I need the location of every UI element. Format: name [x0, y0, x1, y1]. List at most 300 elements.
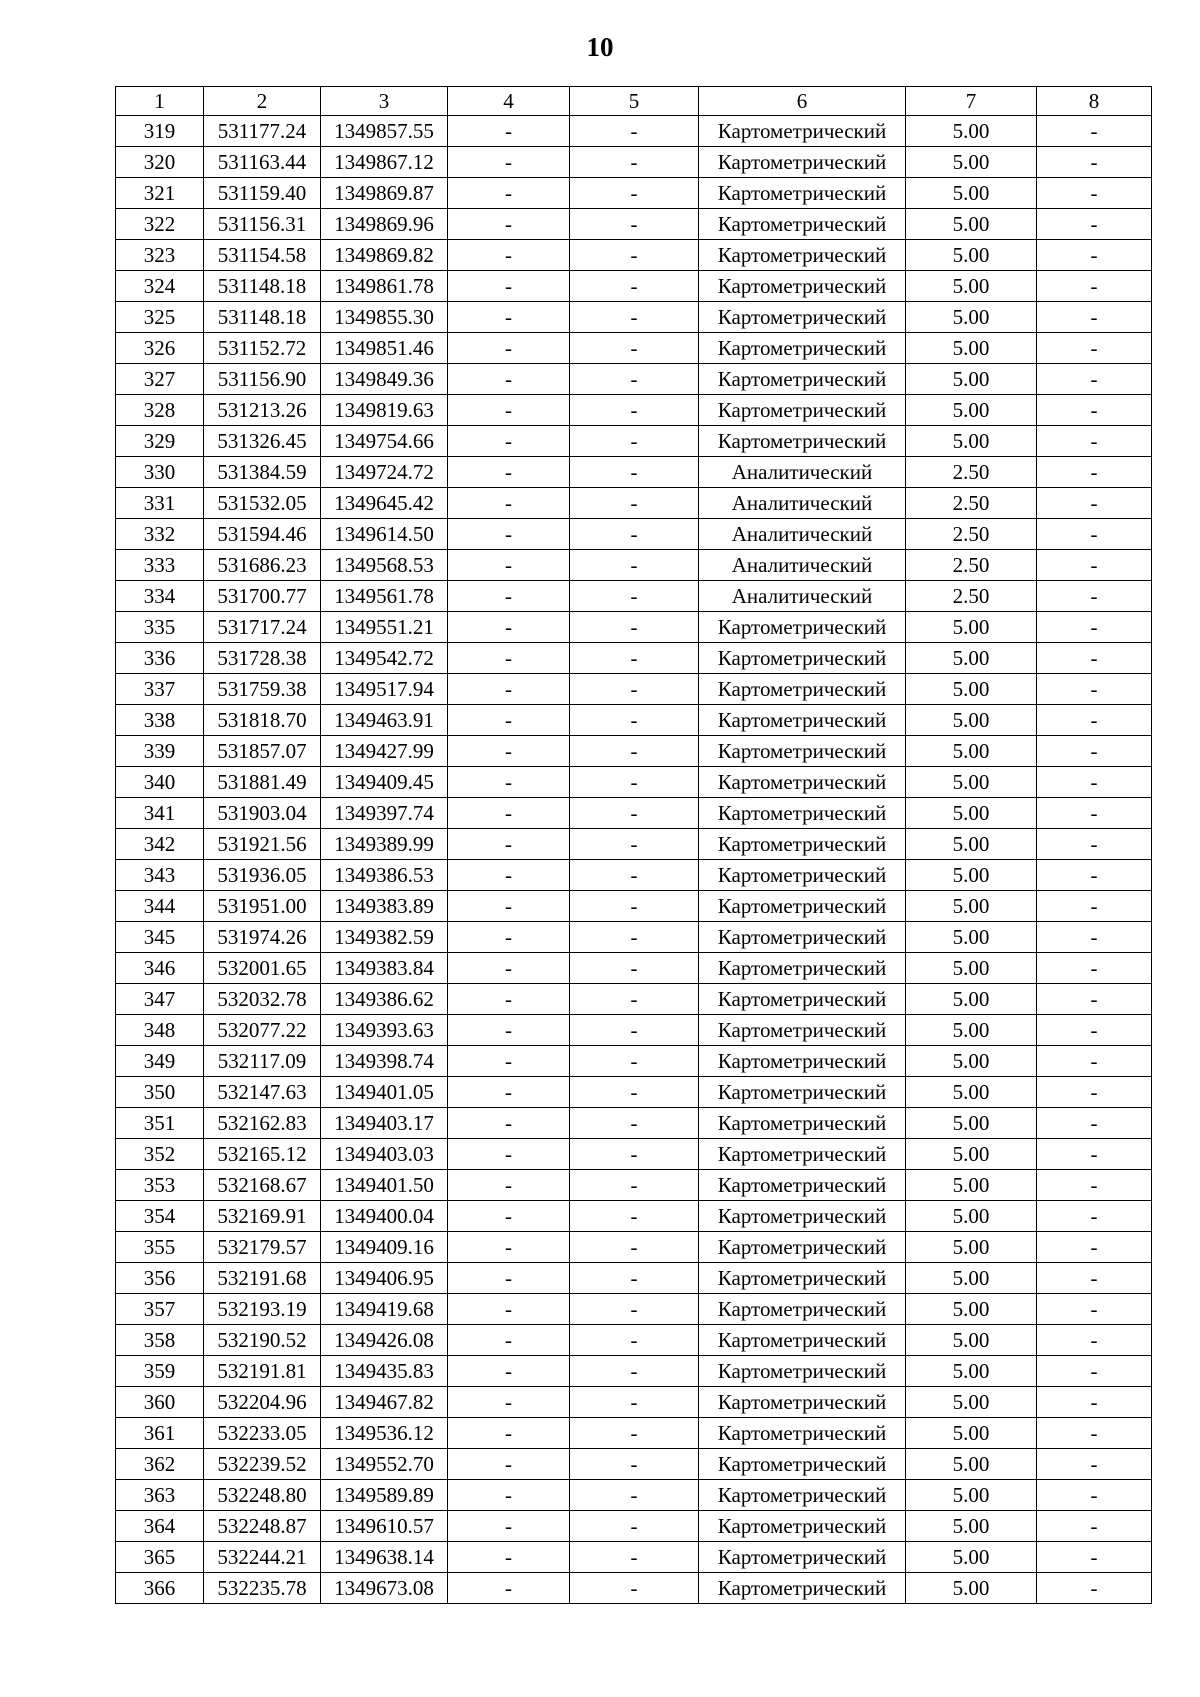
accuracy-cell: 5.00 — [906, 1511, 1037, 1542]
column-4-cell: - — [448, 1573, 570, 1604]
column-4-cell: - — [448, 1356, 570, 1387]
accuracy-cell: 5.00 — [906, 1294, 1037, 1325]
column-5-cell: - — [570, 1046, 699, 1077]
column-8-cell: - — [1037, 798, 1152, 829]
x-coordinate-cell: 532077.22 — [204, 1015, 321, 1046]
method-cell: Картометрический — [699, 1573, 906, 1604]
accuracy-cell: 5.00 — [906, 612, 1037, 643]
column-5-cell: - — [570, 1325, 699, 1356]
column-5-cell: - — [570, 1139, 699, 1170]
column-5-cell: - — [570, 581, 699, 612]
column-8-cell: - — [1037, 1015, 1152, 1046]
column-8-cell: - — [1037, 891, 1152, 922]
accuracy-cell: 5.00 — [906, 798, 1037, 829]
table-row — [116, 1015, 1152, 1046]
column-5-cell: - — [570, 1232, 699, 1263]
column-4-cell: - — [448, 395, 570, 426]
column-8-cell: - — [1037, 1170, 1152, 1201]
column-8-cell: - — [1037, 364, 1152, 395]
column-header: 4 — [448, 87, 570, 116]
method-cell: Картометрический — [699, 395, 906, 426]
column-5-cell: - — [570, 643, 699, 674]
table-row — [116, 1232, 1152, 1263]
table-row — [116, 395, 1152, 426]
column-4-cell: - — [448, 488, 570, 519]
y-coordinate-cell: 1349638.14 — [321, 1542, 448, 1573]
point-number-cell: 326 — [116, 333, 204, 364]
point-number-cell: 333 — [116, 550, 204, 581]
table-row — [116, 550, 1152, 581]
method-cell: Картометрический — [699, 612, 906, 643]
column-4-cell: - — [448, 1201, 570, 1232]
point-number-cell: 342 — [116, 829, 204, 860]
table-row — [116, 1201, 1152, 1232]
x-coordinate-cell: 532162.83 — [204, 1108, 321, 1139]
x-coordinate-cell: 532001.65 — [204, 953, 321, 984]
accuracy-cell: 5.00 — [906, 395, 1037, 426]
point-number-cell: 365 — [116, 1542, 204, 1573]
column-4-cell: - — [448, 860, 570, 891]
table-row — [116, 1108, 1152, 1139]
point-number-cell: 350 — [116, 1077, 204, 1108]
y-coordinate-cell: 1349389.99 — [321, 829, 448, 860]
column-8-cell: - — [1037, 550, 1152, 581]
point-number-cell: 320 — [116, 147, 204, 178]
x-coordinate-cell: 531686.23 — [204, 550, 321, 581]
method-cell: Картометрический — [699, 736, 906, 767]
column-8-cell: - — [1037, 116, 1152, 147]
column-8-cell: - — [1037, 1325, 1152, 1356]
table-row — [116, 457, 1152, 488]
y-coordinate-cell: 1349435.83 — [321, 1356, 448, 1387]
point-number-cell: 319 — [116, 116, 204, 147]
accuracy-cell: 2.50 — [906, 488, 1037, 519]
table-row — [116, 240, 1152, 271]
column-8-cell: - — [1037, 302, 1152, 333]
point-number-cell: 346 — [116, 953, 204, 984]
method-cell: Картометрический — [699, 1542, 906, 1573]
method-cell: Аналитический — [699, 581, 906, 612]
accuracy-cell: 5.00 — [906, 116, 1037, 147]
x-coordinate-cell: 532168.67 — [204, 1170, 321, 1201]
method-cell: Картометрический — [699, 674, 906, 705]
column-5-cell: - — [570, 1077, 699, 1108]
method-cell: Аналитический — [699, 550, 906, 581]
column-8-cell: - — [1037, 736, 1152, 767]
table-body — [116, 116, 1152, 1604]
column-4-cell: - — [448, 767, 570, 798]
method-cell: Картометрический — [699, 1232, 906, 1263]
method-cell: Картометрический — [699, 1139, 906, 1170]
column-4-cell: - — [448, 581, 570, 612]
accuracy-cell: 5.00 — [906, 1542, 1037, 1573]
accuracy-cell: 5.00 — [906, 1108, 1037, 1139]
column-5-cell: - — [570, 1201, 699, 1232]
accuracy-cell: 2.50 — [906, 581, 1037, 612]
table-row — [116, 302, 1152, 333]
column-8-cell: - — [1037, 581, 1152, 612]
column-8-cell: - — [1037, 1108, 1152, 1139]
x-coordinate-cell: 531936.05 — [204, 860, 321, 891]
column-4-cell: - — [448, 705, 570, 736]
y-coordinate-cell: 1349386.53 — [321, 860, 448, 891]
method-cell: Картометрический — [699, 1015, 906, 1046]
method-cell: Картометрический — [699, 1325, 906, 1356]
column-8-cell: - — [1037, 922, 1152, 953]
column-4-cell: - — [448, 612, 570, 643]
point-number-cell: 321 — [116, 178, 204, 209]
accuracy-cell: 5.00 — [906, 1263, 1037, 1294]
method-cell: Картометрический — [699, 240, 906, 271]
column-5-cell: - — [570, 178, 699, 209]
table-row — [116, 1077, 1152, 1108]
accuracy-cell: 5.00 — [906, 891, 1037, 922]
x-coordinate-cell: 531728.38 — [204, 643, 321, 674]
x-coordinate-cell: 531213.26 — [204, 395, 321, 426]
y-coordinate-cell: 1349551.21 — [321, 612, 448, 643]
y-coordinate-cell: 1349386.62 — [321, 984, 448, 1015]
table-row — [116, 1511, 1152, 1542]
column-5-cell: - — [570, 1170, 699, 1201]
method-cell: Картометрический — [699, 798, 906, 829]
column-5-cell: - — [570, 1387, 699, 1418]
accuracy-cell: 5.00 — [906, 147, 1037, 178]
column-8-cell: - — [1037, 426, 1152, 457]
method-cell: Картометрический — [699, 209, 906, 240]
column-5-cell: - — [570, 1294, 699, 1325]
column-4-cell: - — [448, 209, 570, 240]
column-5-cell: - — [570, 1573, 699, 1604]
column-4-cell: - — [448, 922, 570, 953]
table-row — [116, 643, 1152, 674]
x-coordinate-cell: 531152.72 — [204, 333, 321, 364]
method-cell: Картометрический — [699, 860, 906, 891]
column-5-cell: - — [570, 984, 699, 1015]
method-cell: Картометрический — [699, 1077, 906, 1108]
column-4-cell: - — [448, 1170, 570, 1201]
method-cell: Картометрический — [699, 1356, 906, 1387]
column-4-cell: - — [448, 457, 570, 488]
point-number-cell: 358 — [116, 1325, 204, 1356]
table-row — [116, 519, 1152, 550]
y-coordinate-cell: 1349397.74 — [321, 798, 448, 829]
point-number-cell: 339 — [116, 736, 204, 767]
column-5-cell: - — [570, 674, 699, 705]
column-5-cell: - — [570, 240, 699, 271]
table-row — [116, 1263, 1152, 1294]
column-header: 2 — [204, 87, 321, 116]
column-5-cell: - — [570, 1511, 699, 1542]
accuracy-cell: 5.00 — [906, 1015, 1037, 1046]
table-row — [116, 736, 1152, 767]
column-4-cell: - — [448, 674, 570, 705]
column-5-cell: - — [570, 426, 699, 457]
accuracy-cell: 5.00 — [906, 1573, 1037, 1604]
coordinates-table — [115, 86, 1152, 1604]
column-header: 6 — [699, 87, 906, 116]
accuracy-cell: 5.00 — [906, 333, 1037, 364]
method-cell: Картометрический — [699, 364, 906, 395]
column-8-cell: - — [1037, 1046, 1152, 1077]
column-4-cell: - — [448, 1325, 570, 1356]
x-coordinate-cell: 532193.19 — [204, 1294, 321, 1325]
accuracy-cell: 5.00 — [906, 302, 1037, 333]
x-coordinate-cell: 532248.80 — [204, 1480, 321, 1511]
table-row — [116, 209, 1152, 240]
x-coordinate-cell: 531857.07 — [204, 736, 321, 767]
accuracy-cell: 5.00 — [906, 271, 1037, 302]
table-row — [116, 147, 1152, 178]
table-row — [116, 488, 1152, 519]
column-4-cell: - — [448, 1139, 570, 1170]
column-4-cell: - — [448, 271, 570, 302]
column-8-cell: - — [1037, 829, 1152, 860]
column-4-cell: - — [448, 1108, 570, 1139]
column-5-cell: - — [570, 1108, 699, 1139]
method-cell: Аналитический — [699, 519, 906, 550]
column-4-cell: - — [448, 891, 570, 922]
y-coordinate-cell: 1349403.03 — [321, 1139, 448, 1170]
point-number-cell: 343 — [116, 860, 204, 891]
table-row — [116, 1139, 1152, 1170]
column-8-cell: - — [1037, 1573, 1152, 1604]
x-coordinate-cell: 531148.18 — [204, 302, 321, 333]
x-coordinate-cell: 532191.68 — [204, 1263, 321, 1294]
x-coordinate-cell: 531154.58 — [204, 240, 321, 271]
column-header: 7 — [906, 87, 1037, 116]
column-8-cell: - — [1037, 488, 1152, 519]
y-coordinate-cell: 1349849.36 — [321, 364, 448, 395]
x-coordinate-cell: 532244.21 — [204, 1542, 321, 1573]
column-5-cell: - — [570, 457, 699, 488]
accuracy-cell: 5.00 — [906, 364, 1037, 395]
y-coordinate-cell: 1349427.99 — [321, 736, 448, 767]
column-5-cell: - — [570, 1542, 699, 1573]
accuracy-cell: 5.00 — [906, 209, 1037, 240]
column-header: 5 — [570, 87, 699, 116]
method-cell: Картометрический — [699, 1263, 906, 1294]
column-8-cell: - — [1037, 643, 1152, 674]
table-row — [116, 891, 1152, 922]
method-cell: Картометрический — [699, 1046, 906, 1077]
point-number-cell: 355 — [116, 1232, 204, 1263]
column-5-cell: - — [570, 209, 699, 240]
accuracy-cell: 2.50 — [906, 550, 1037, 581]
y-coordinate-cell: 1349398.74 — [321, 1046, 448, 1077]
column-8-cell: - — [1037, 1418, 1152, 1449]
column-8-cell: - — [1037, 178, 1152, 209]
method-cell: Картометрический — [699, 643, 906, 674]
y-coordinate-cell: 1349382.59 — [321, 922, 448, 953]
x-coordinate-cell: 531532.05 — [204, 488, 321, 519]
column-4-cell: - — [448, 1542, 570, 1573]
column-4-cell: - — [448, 1449, 570, 1480]
column-5-cell: - — [570, 550, 699, 581]
x-coordinate-cell: 531148.18 — [204, 271, 321, 302]
x-coordinate-cell: 532165.12 — [204, 1139, 321, 1170]
column-8-cell: - — [1037, 1232, 1152, 1263]
method-cell: Аналитический — [699, 457, 906, 488]
column-8-cell: - — [1037, 333, 1152, 364]
column-8-cell: - — [1037, 1511, 1152, 1542]
column-5-cell: - — [570, 1015, 699, 1046]
method-cell: Картометрический — [699, 302, 906, 333]
method-cell: Картометрический — [699, 922, 906, 953]
column-4-cell: - — [448, 333, 570, 364]
point-number-cell: 330 — [116, 457, 204, 488]
x-coordinate-cell: 531384.59 — [204, 457, 321, 488]
column-4-cell: - — [448, 1511, 570, 1542]
table-row — [116, 1170, 1152, 1201]
point-number-cell: 344 — [116, 891, 204, 922]
y-coordinate-cell: 1349869.82 — [321, 240, 448, 271]
accuracy-cell: 5.00 — [906, 1046, 1037, 1077]
y-coordinate-cell: 1349426.08 — [321, 1325, 448, 1356]
accuracy-cell: 5.00 — [906, 178, 1037, 209]
accuracy-cell: 5.00 — [906, 1356, 1037, 1387]
table-row — [116, 1418, 1152, 1449]
point-number-cell: 356 — [116, 1263, 204, 1294]
column-4-cell: - — [448, 116, 570, 147]
method-cell: Картометрический — [699, 426, 906, 457]
y-coordinate-cell: 1349403.17 — [321, 1108, 448, 1139]
x-coordinate-cell: 532204.96 — [204, 1387, 321, 1418]
accuracy-cell: 5.00 — [906, 1201, 1037, 1232]
point-number-cell: 353 — [116, 1170, 204, 1201]
column-8-cell: - — [1037, 1356, 1152, 1387]
y-coordinate-cell: 1349401.05 — [321, 1077, 448, 1108]
column-4-cell: - — [448, 364, 570, 395]
y-coordinate-cell: 1349724.72 — [321, 457, 448, 488]
column-8-cell: - — [1037, 953, 1152, 984]
accuracy-cell: 5.00 — [906, 1387, 1037, 1418]
table-row — [116, 1356, 1152, 1387]
y-coordinate-cell: 1349614.50 — [321, 519, 448, 550]
column-5-cell: - — [570, 612, 699, 643]
column-5-cell: - — [570, 891, 699, 922]
y-coordinate-cell: 1349419.68 — [321, 1294, 448, 1325]
x-coordinate-cell: 531159.40 — [204, 178, 321, 209]
table-row — [116, 1387, 1152, 1418]
method-cell: Картометрический — [699, 178, 906, 209]
column-4-cell: - — [448, 1418, 570, 1449]
accuracy-cell: 5.00 — [906, 829, 1037, 860]
column-5-cell: - — [570, 519, 699, 550]
accuracy-cell: 5.00 — [906, 1325, 1037, 1356]
accuracy-cell: 5.00 — [906, 240, 1037, 271]
x-coordinate-cell: 531818.70 — [204, 705, 321, 736]
method-cell: Картометрический — [699, 1511, 906, 1542]
method-cell: Картометрический — [699, 271, 906, 302]
table-row — [116, 581, 1152, 612]
y-coordinate-cell: 1349409.16 — [321, 1232, 448, 1263]
accuracy-cell: 5.00 — [906, 1170, 1037, 1201]
x-coordinate-cell: 532169.91 — [204, 1201, 321, 1232]
column-4-cell: - — [448, 240, 570, 271]
column-8-cell: - — [1037, 1263, 1152, 1294]
point-number-cell: 345 — [116, 922, 204, 953]
column-4-cell: - — [448, 829, 570, 860]
column-8-cell: - — [1037, 1139, 1152, 1170]
y-coordinate-cell: 1349561.78 — [321, 581, 448, 612]
accuracy-cell: 5.00 — [906, 1139, 1037, 1170]
column-5-cell: - — [570, 116, 699, 147]
column-4-cell: - — [448, 519, 570, 550]
table-row — [116, 612, 1152, 643]
point-number-cell: 351 — [116, 1108, 204, 1139]
y-coordinate-cell: 1349383.84 — [321, 953, 448, 984]
y-coordinate-cell: 1349467.82 — [321, 1387, 448, 1418]
column-8-cell: - — [1037, 984, 1152, 1015]
table-row — [116, 705, 1152, 736]
table-row — [116, 953, 1152, 984]
x-coordinate-cell: 531156.31 — [204, 209, 321, 240]
point-number-cell: 348 — [116, 1015, 204, 1046]
column-5-cell: - — [570, 271, 699, 302]
y-coordinate-cell: 1349610.57 — [321, 1511, 448, 1542]
point-number-cell: 332 — [116, 519, 204, 550]
y-coordinate-cell: 1349867.12 — [321, 147, 448, 178]
x-coordinate-cell: 532179.57 — [204, 1232, 321, 1263]
method-cell: Картометрический — [699, 1387, 906, 1418]
method-cell: Картометрический — [699, 705, 906, 736]
column-8-cell: - — [1037, 1542, 1152, 1573]
column-5-cell: - — [570, 1356, 699, 1387]
y-coordinate-cell: 1349857.55 — [321, 116, 448, 147]
column-5-cell: - — [570, 953, 699, 984]
y-coordinate-cell: 1349393.63 — [321, 1015, 448, 1046]
x-coordinate-cell: 531951.00 — [204, 891, 321, 922]
method-cell: Картометрический — [699, 1170, 906, 1201]
point-number-cell: 340 — [116, 767, 204, 798]
column-4-cell: - — [448, 426, 570, 457]
accuracy-cell: 2.50 — [906, 457, 1037, 488]
table-row — [116, 922, 1152, 953]
point-number-cell: 341 — [116, 798, 204, 829]
column-8-cell: - — [1037, 1201, 1152, 1232]
table-row — [116, 829, 1152, 860]
point-number-cell: 331 — [116, 488, 204, 519]
y-coordinate-cell: 1349861.78 — [321, 271, 448, 302]
column-5-cell: - — [570, 1263, 699, 1294]
method-cell: Картометрический — [699, 891, 906, 922]
x-coordinate-cell: 532235.78 — [204, 1573, 321, 1604]
point-number-cell: 359 — [116, 1356, 204, 1387]
column-5-cell: - — [570, 705, 699, 736]
y-coordinate-cell: 1349673.08 — [321, 1573, 448, 1604]
point-number-cell: 329 — [116, 426, 204, 457]
method-cell: Картометрический — [699, 984, 906, 1015]
x-coordinate-cell: 532233.05 — [204, 1418, 321, 1449]
point-number-cell: 360 — [116, 1387, 204, 1418]
method-cell: Картометрический — [699, 333, 906, 364]
table-row — [116, 1046, 1152, 1077]
y-coordinate-cell: 1349855.30 — [321, 302, 448, 333]
column-5-cell: - — [570, 302, 699, 333]
column-4-cell: - — [448, 1077, 570, 1108]
x-coordinate-cell: 532248.87 — [204, 1511, 321, 1542]
point-number-cell: 336 — [116, 643, 204, 674]
accuracy-cell: 5.00 — [906, 426, 1037, 457]
point-number-cell: 327 — [116, 364, 204, 395]
method-cell: Картометрический — [699, 1480, 906, 1511]
column-5-cell: - — [570, 736, 699, 767]
column-8-cell: - — [1037, 705, 1152, 736]
accuracy-cell: 5.00 — [906, 1077, 1037, 1108]
x-coordinate-cell: 531717.24 — [204, 612, 321, 643]
y-coordinate-cell: 1349819.63 — [321, 395, 448, 426]
column-5-cell: - — [570, 147, 699, 178]
